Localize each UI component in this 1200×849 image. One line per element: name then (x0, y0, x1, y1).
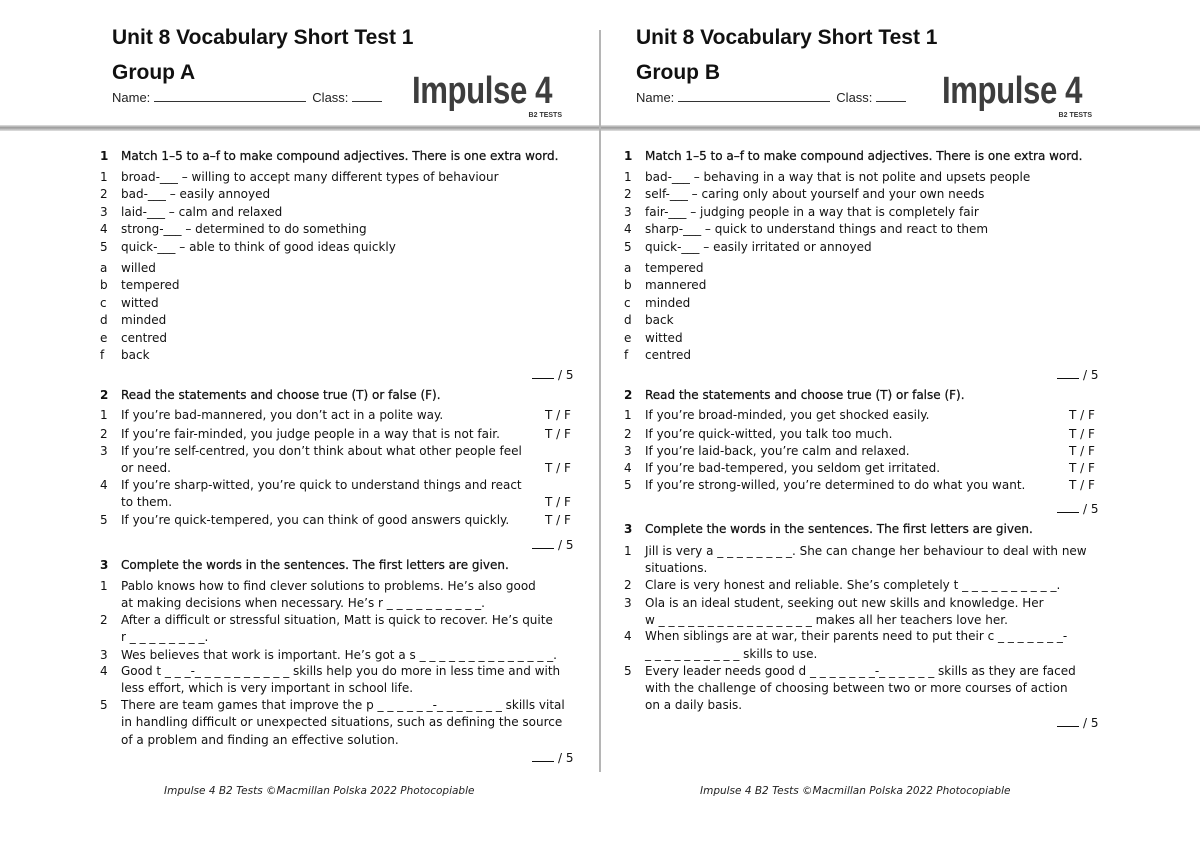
exercise-1-item-number: 3 (100, 205, 108, 219)
exercise-2-score-blank[interactable] (1057, 500, 1079, 513)
name-label: Name: (636, 90, 675, 105)
exercise-3-sentence-number: 1 (100, 579, 108, 593)
exercise-2-statement-text: If you’re quick-witted, you talk too much. (645, 427, 893, 441)
exercise-1-option-number: d (100, 313, 108, 327)
exercise-2-statement-text: If you’re bad-tempered, you seldom get irritated. (645, 461, 941, 475)
exercise-3-sentence-text: in handling difficult or unexpected situations, such as defining the source (121, 715, 563, 729)
exercise-1-instruction-number: 1 (624, 149, 633, 163)
exercise-1-item-text: fair-___ – judging people in a way that is completely fair (645, 205, 979, 219)
class-label: Class: (836, 90, 873, 105)
exercise-3-score (532, 749, 574, 766)
exercise-3-sentence-text: After a difficult or stressful situation, Matt is quick to recover. He’s quite (121, 613, 553, 627)
exercise-3-score-total: / 5 (1083, 716, 1099, 730)
logo-wordmark: Impulse 4 (942, 70, 1083, 112)
exercise-1-option-number: d (624, 313, 632, 327)
exercise-3-sentence-text: less effort, which is very important in school life. (121, 681, 414, 695)
exercise-1-score (1057, 366, 1099, 383)
exercise-3-sentence-number: 4 (100, 664, 108, 678)
name-field[interactable] (678, 90, 830, 102)
exercise-1-item-number: 2 (624, 187, 632, 201)
exercise-3-sentence-text: Jill is very a _ _ _ _ _ _ _ _. She can change her behaviour to deal with new (645, 544, 1087, 558)
exercise-3-sentence-text: Ola is an ideal student, seeking out new skills and knowledge. Her (645, 596, 1044, 610)
exercise-2-score-blank[interactable] (532, 536, 554, 549)
exercise-1-option-number: a (624, 261, 632, 275)
exercise-1-item-text: strong-___ – determined to do something (121, 222, 367, 236)
exercise-1-item-number: 2 (100, 187, 108, 201)
exercise-1-item-text: quick-___ – easily irritated or annoyed (645, 240, 872, 254)
exercise-2-statement-text: If you’re sharp-witted, you’re quick to understand things and react (121, 478, 522, 492)
test-title: Unit 8 Vocabulary Short Test 1 (636, 26, 938, 49)
group-label: Group B (636, 61, 720, 84)
exercise-3-sentence-number: 2 (624, 578, 632, 592)
exercise-2-statement-text: If you’re quick-tempered, you can think of good answers quickly. (121, 513, 510, 527)
exercise-1-score-blank[interactable] (1057, 366, 1079, 379)
exercise-1-item-text: sharp-___ – quick to understand things and react to them (645, 222, 989, 236)
exercise-3-sentence-text: w _ _ _ _ _ _ _ _ _ _ _ _ _ _ _ _ makes all her teachers love her. (645, 613, 1008, 627)
exercise-1-score (532, 366, 574, 383)
exercise-1-item-text: bad-___ – easily annoyed (121, 187, 271, 201)
impulse-logo (942, 70, 1092, 122)
exercise-1-option-text: tempered (645, 261, 704, 275)
exercise-1-item-number: 4 (100, 222, 108, 236)
exercise-1-score-total: / 5 (558, 368, 574, 382)
exercise-3-sentence-text: There are team games that improve the p _ _ _ _ _ _-_ _ _ _ _ _ _ skills vital (121, 698, 565, 712)
exercise-1-score-blank[interactable] (532, 366, 554, 379)
exercise-2-instruction-text: Read the statements and choose true (T) or false (F). (121, 388, 441, 402)
exercise-3-sentence-number: 1 (624, 544, 632, 558)
exercise-1-item-number: 1 (624, 170, 632, 184)
true-false-choice[interactable]: T / F (545, 427, 571, 441)
exercise-3-instruction-number: 3 (100, 558, 109, 572)
name-class-line (112, 90, 382, 105)
name-field[interactable] (154, 90, 306, 102)
true-false-choice[interactable]: T / F (1069, 427, 1095, 441)
exercise-1-option-text: centred (645, 348, 691, 362)
exercise-2-statement-text: If you’re self-centred, you don’t think about what other people feel (121, 444, 522, 458)
exercise-3-sentence-text: r _ _ _ _ _ _ _ _. (121, 630, 209, 644)
exercise-1-option-number: e (624, 331, 632, 345)
true-false-choice[interactable]: T / F (545, 408, 571, 422)
exercise-3-sentence-number: 4 (624, 629, 632, 643)
exercise-1-item-text: bad-___ – behaving in a way that is not polite and upsets people (645, 170, 1031, 184)
exercise-1-option-text: tempered (121, 278, 180, 292)
group-label: Group A (112, 61, 196, 84)
exercise-1-option-number: b (100, 278, 108, 292)
exercise-1-instruction-text: Match 1–5 to a–f to make compound adjectives. There is one extra word. (645, 149, 1083, 163)
exercise-1-item-text: broad-___ – willing to accept many different types of behaviour (121, 170, 499, 184)
true-false-choice[interactable]: T / F (1069, 478, 1095, 492)
exercise-2-statement-number: 4 (624, 461, 632, 475)
exercise-2-statement-number: 3 (100, 444, 108, 458)
class-field[interactable] (876, 90, 906, 102)
exercise-2-score-total: / 5 (558, 538, 574, 552)
exercise-1-item-text: laid-___ – calm and relaxed (121, 205, 283, 219)
exercise-3-sentence-text: _ _ _ _ _ _ _ _ _ _ skills to use. (645, 647, 818, 661)
logo-wordmark: Impulse 4 (412, 70, 553, 112)
exercise-3-sentence-number: 5 (100, 698, 108, 712)
exercise-2-statement-number: 3 (624, 444, 632, 458)
exercise-2-statement-text: If you’re fair-minded, you judge people in a way that is not fair. (121, 427, 500, 441)
copyright-footer: Impulse 4 B2 Tests ©Macmillan Polska 2022 Photocopiable (164, 785, 475, 797)
exercise-3-sentence-number: 2 (100, 613, 108, 627)
exercise-3-score-blank[interactable] (1057, 714, 1079, 727)
exercise-3-sentence-text: situations. (645, 561, 708, 575)
exercise-1-option-number: c (624, 296, 631, 310)
exercise-1-item-text: quick-___ – able to think of good ideas quickly (121, 240, 396, 254)
true-false-choice[interactable]: T / F (1069, 444, 1095, 458)
exercise-2-score (532, 536, 574, 553)
exercise-2-statement-text: If you’re strong-willed, you’re determined to do what you want. (645, 478, 1026, 492)
exercise-1-score-total: / 5 (1083, 368, 1099, 382)
exercise-3-sentence-text: on a daily basis. (645, 698, 743, 712)
exercise-1-instruction-number: 1 (100, 149, 109, 163)
exercise-1-option-text: minded (645, 296, 691, 310)
exercise-1-instruction-text: Match 1–5 to a–f to make compound adjectives. There is one extra word. (121, 149, 559, 163)
exercise-3-sentence-text: Clare is very honest and reliable. She’s completely t _ _ _ _ _ _ _ _ _ _. (645, 578, 1061, 592)
exercise-1-option-text: willed (121, 261, 156, 275)
exercise-3-sentence-text: of a problem and finding an effective solution. (121, 733, 399, 747)
exercise-2-statement-number: 2 (100, 427, 108, 441)
exercise-3-instruction-text: Complete the words in the sentences. The first letters are given. (645, 522, 1033, 536)
exercise-3-sentence-number: 3 (624, 596, 632, 610)
exercise-1-option-text: back (121, 348, 150, 362)
exercise-1-option-text: minded (121, 313, 167, 327)
exercise-1-item-number: 1 (100, 170, 108, 184)
exercise-2-instruction-number: 2 (100, 388, 109, 402)
exercise-1-option-number: b (624, 278, 632, 292)
exercise-1-option-number: e (100, 331, 108, 345)
true-false-choice[interactable]: T / F (545, 461, 571, 475)
class-label: Class: (312, 90, 349, 105)
exercise-3-score-total: / 5 (558, 751, 574, 765)
logo-subtitle: B2 TESTS (528, 112, 562, 119)
exercise-1-option-number: a (100, 261, 108, 275)
exercise-2-instruction-text: Read the statements and choose true (T) or false (F). (645, 388, 965, 402)
exercise-2-statement-number: 1 (100, 408, 108, 422)
exercise-3-sentence-text: Wes believes that work is important. He’s got a s _ _ _ _ _ _ _ _ _ _ _ _ _ _. (121, 648, 557, 662)
test-title: Unit 8 Vocabulary Short Test 1 (112, 26, 414, 49)
name-class-line (636, 90, 906, 105)
exercise-2-instruction-number: 2 (624, 388, 633, 402)
copyright-footer: Impulse 4 B2 Tests ©Macmillan Polska 2022 Photocopiable (700, 785, 1011, 797)
exercise-2-statement-text: If you’re laid-back, you’re calm and relaxed. (645, 444, 910, 458)
exercise-3-sentence-text: Every leader needs good d _ _ _ _ _ _ _-_ _ _ _ _ _ skills as they are faced (645, 664, 1076, 678)
exercise-1-item-number: 5 (624, 240, 632, 254)
exercise-2-statement-number: 5 (100, 513, 108, 527)
exercise-2-statement-text: If you’re broad-minded, you get shocked easily. (645, 408, 930, 422)
true-false-choice[interactable]: T / F (545, 495, 571, 509)
exercise-2-score (1057, 500, 1099, 517)
exercise-3-instruction-number: 3 (624, 522, 633, 536)
class-field[interactable] (352, 90, 382, 102)
exercise-2-statement-text: to them. (121, 495, 173, 509)
exercise-1-item-number: 3 (624, 205, 632, 219)
exercise-3-score (1057, 714, 1099, 731)
impulse-logo (412, 70, 562, 122)
exercise-1-option-text: back (645, 313, 674, 327)
exercise-3-sentence-number: 5 (624, 664, 632, 678)
exercise-2-statement-number: 4 (100, 478, 108, 492)
exercise-2-statement-text: or need. (121, 461, 171, 475)
exercise-3-sentence-text: When siblings are at war, their parents need to put their c _ _ _ _ _ _ _- (645, 629, 1068, 643)
exercise-1-item-number: 5 (100, 240, 108, 254)
logo-subtitle: B2 TESTS (1058, 112, 1092, 119)
exercise-3-sentence-text: with the challenge of choosing between two or more courses of action (645, 681, 1068, 695)
group-b-column (600, 0, 1200, 849)
exercise-1-option-number: f (624, 348, 629, 362)
exercise-1-option-text: mannered (645, 278, 707, 292)
exercise-1-option-number: f (100, 348, 105, 362)
exercise-1-option-number: c (100, 296, 107, 310)
exercise-1-option-text: witted (645, 331, 683, 345)
exercise-3-sentence-text: at making decisions when necessary. He’s r _ _ _ _ _ _ _ _ _ _. (121, 596, 485, 610)
exercise-3-sentence-text: Pablo knows how to find clever solutions to problems. He’s also good (121, 579, 536, 593)
exercise-2-statement-number: 2 (624, 427, 632, 441)
true-false-choice[interactable]: T / F (1069, 408, 1095, 422)
exercise-2-statement-number: 1 (624, 408, 632, 422)
exercise-3-score-blank[interactable] (532, 749, 554, 762)
exercise-3-instruction-text: Complete the words in the sentences. The first letters are given. (121, 558, 509, 572)
true-false-choice[interactable]: T / F (545, 513, 571, 527)
exercise-1-option-text: centred (121, 331, 167, 345)
exercise-2-statement-text: If you’re bad-mannered, you don’t act in a polite way. (121, 408, 444, 422)
exercise-1-option-text: witted (121, 296, 159, 310)
name-label: Name: (112, 90, 151, 105)
true-false-choice[interactable]: T / F (1069, 461, 1095, 475)
exercise-1-item-text: self-___ – caring only about yourself and your own needs (645, 187, 985, 201)
exercise-1-item-number: 4 (624, 222, 632, 236)
exercise-3-sentence-number: 3 (100, 648, 108, 662)
exercise-3-sentence-text: Good t _ _ _-_ _ _ _ _ _ _ _ _ _ skills help you do more in less time and with (121, 664, 561, 678)
exercise-2-statement-number: 5 (624, 478, 632, 492)
exercise-2-score-total: / 5 (1083, 502, 1099, 516)
